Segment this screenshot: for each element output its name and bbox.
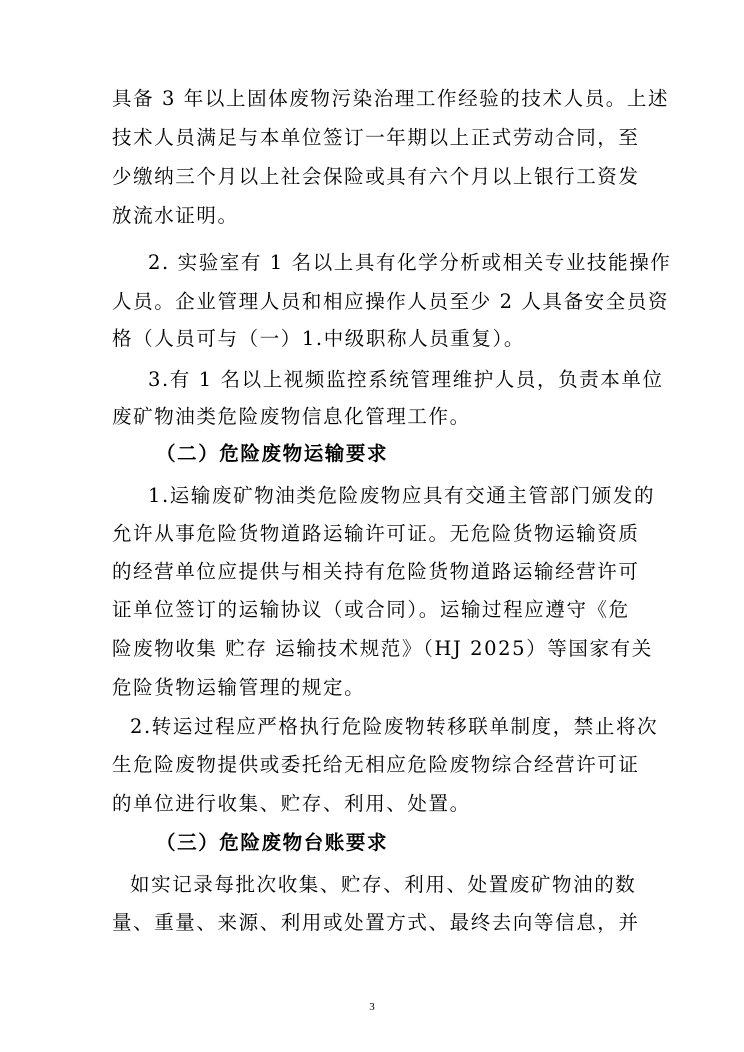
- paragraph-line: 允许从事危险货物道路运输许可证。无危险货物运输资质: [112, 522, 640, 545]
- paragraph-line: 如实记录每批次收集、贮存、利用、处置废矿物油的数: [130, 873, 637, 896]
- paragraph-line: 的经营单位应提供与相关持有危险货物道路运输经营许可: [112, 560, 640, 583]
- paragraph-line: 技术人员满足与本单位签订一年期以上正式劳动合同，至: [112, 126, 640, 149]
- paragraph-line: 的单位进行收集、贮存、利用、处置。: [112, 792, 471, 815]
- paragraph-line: 少缴纳三个月以上社会保险或具有六个月以上银行工资发: [112, 165, 640, 188]
- paragraph-line: 危险货物运输管理的规定。: [112, 676, 366, 699]
- paragraph-line: 1.运输废矿物油类危险废物应具有交通主管部门颁发的: [148, 484, 656, 507]
- paragraph-line: 2. 实验室有 1 名以上具有化学分析或相关专业技能操作: [148, 251, 672, 274]
- paragraph-line: 格（人员可与（一）1.中级职称人员重复）。: [112, 327, 525, 350]
- section-heading: （二）危险废物运输要求: [156, 442, 389, 465]
- paragraph-line: 2.转运过程应严格执行危险废物转移联单制度，禁止将次: [130, 715, 659, 738]
- page-number: 3: [369, 1001, 375, 1013]
- paragraph-line: 3.有 1 名以上视频监控系统管理维护人员，负责本单位: [148, 368, 664, 391]
- paragraph-line: 具备 3 年以上固体废物污染治理工作经验的技术人员。上述: [112, 87, 670, 110]
- paragraph-line: 证单位签订的运输协议（或合同）。运输过程应遵守《危: [112, 598, 630, 621]
- paragraph-line: 人员。企业管理人员和相应操作人员至少 2 人具备安全员资: [112, 290, 670, 313]
- paragraph-line: 量、重量、来源、利用或处置方式、最终去向等信息，并: [112, 911, 640, 934]
- paragraph-line: 废矿物油类危险废物信息化管理工作。: [112, 405, 471, 428]
- paragraph-line: 生危险废物提供或委托给无相应危险废物综合经营许可证: [112, 753, 640, 776]
- paragraph-line: 放流水证明。: [112, 204, 239, 227]
- section-heading: （三）危险废物台账要求: [156, 831, 389, 854]
- paragraph-line: 险废物收集 贮存 运输技术规范》（HJ 2025）等国家有关: [112, 637, 653, 660]
